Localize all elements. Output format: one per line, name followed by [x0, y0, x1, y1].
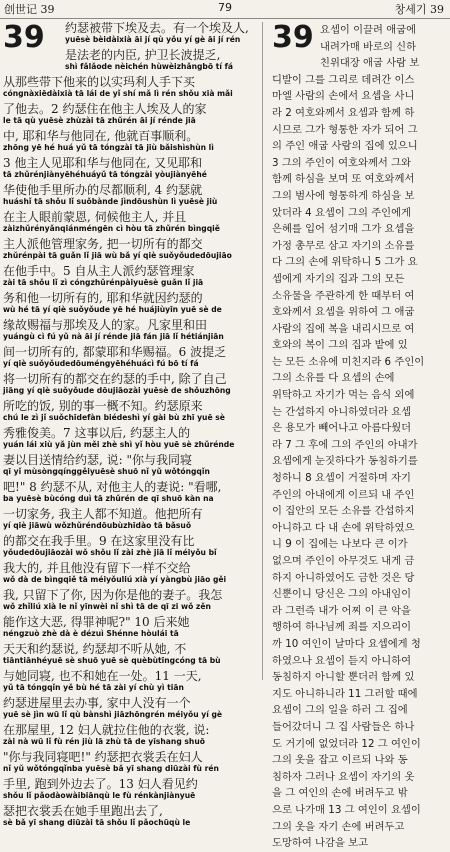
chinese-text: 在他手中。5 自从主人派约瑟管理家 — [3, 264, 195, 278]
verse-line: 하였으나 요셉이 듣지 아니하여 — [272, 654, 412, 667]
verse-line: 소유물을 주관하게 한 때부터 여 — [272, 289, 415, 302]
chinese-text: 间一切所有的, 都蒙耶和华赐福。6 波提乏 — [3, 345, 227, 359]
pinyin-text: nǐ yǔ wǒtóngqǐnba yuēsè bǎ yī shang diūzài fù rén — [3, 764, 219, 773]
chinese-text: 了他去。2 约瑟住在他主人埃及人的家 — [3, 102, 207, 116]
pinyin-text: wǒ dà de bìngqiě tā méiyǒuliú xià yí yàngbù jiāo gěi — [3, 575, 227, 584]
verse-line: 그의 옷을 잡고 이르되 나와 동 — [272, 754, 408, 767]
verse-line: 라 그런즉 내가 어찌 이 큰 악을 — [272, 604, 411, 617]
verse-line — [3, 697, 258, 724]
verse-line — [3, 562, 258, 589]
chinese-text: 在主人眼前蒙恩, 伺候他主人, 并且 — [3, 210, 187, 224]
verse-line: 요셉이 그의 일을 하러 그 집에 — [272, 704, 408, 717]
chinese-text: 手里, 跑到外边去了。13 妇人看见约 — [3, 777, 198, 791]
verse-line: 침하자 그러나 요셉이 자기의 옷 — [272, 770, 415, 783]
verse-line: 호와께서 요셉을 위하여 그 애굽 — [272, 306, 415, 319]
pinyin-text: wù hé tā yí qiè suǒyǒude yē hé huájiùyīn yuē sè de — [3, 305, 222, 314]
chinese-text: 华使他手里所办的尽都顺利, 4 约瑟就 — [3, 183, 203, 197]
pinyin-text: ba yuēsè bùcóng duì tā zhǔrén de qī shuō kàn na — [3, 494, 214, 503]
chinese-text: 我, 只留下了你, 因为你是他的妻子。我怎 — [3, 588, 223, 602]
chinese-text: 瑟把衣裳丢在她手里跑出去了, — [3, 804, 163, 818]
page-number: 79 — [218, 1, 232, 14]
verse-line: 니 9 이 집에는 나보다 큰 이가 — [272, 538, 408, 551]
verse-line: 은 용모가 빼어나고 아름다웠더 — [272, 422, 412, 435]
verse-line: 없으며 주인이 아무것도 내게 금 — [272, 555, 415, 567]
verse-line — [3, 670, 258, 697]
verse-line — [3, 751, 258, 778]
verse-line: 주인의 아내에게 이르되 내 주인 — [272, 488, 415, 501]
pinyin-text: zài nà wū lǐ fù rén jiù lā zhù tā de yīshang shuō — [3, 737, 205, 746]
chinese-text: 的都交在我手里。9 在这家里没有比 — [3, 534, 195, 548]
pinyin-text: yǒudedōujiāozài wǒ shǒu lǐ zài zhè jiā lǐ méiyǒu bǐ — [3, 548, 217, 557]
chinese-text: 是法老的内臣, 护卫长波提乏, — [65, 48, 221, 62]
pinyin-text: yuē sè jìn wū lǐ qù bànshì jiāzhōngrén méiyǒu yí gè — [3, 710, 223, 719]
verse-line: 을 그 여인의 손에 버려두고 밖 — [272, 787, 408, 800]
chinese-text: 在那屋里, 12 妇人就拉住他的衣裳, 说: — [3, 723, 210, 737]
verse-line — [3, 211, 258, 238]
verse-line: 시므로 그가 형통한 자가 되어 그 — [272, 123, 418, 136]
chinese-text: 秀雅俊美。7 这事以后, 约瑟主人的 — [3, 426, 191, 440]
pinyin-text: yuēsè bèidàixià āi jí qù yǒu yí gè āi jí rén — [65, 35, 241, 44]
chinese-text: 将一切所有的都交在约瑟的手中, 除了自己 — [3, 372, 227, 386]
verse-line: 친위대장 애굽 사람 보 — [320, 57, 420, 70]
header-book-chinese: 创世记 39 — [4, 3, 55, 16]
verse-line — [3, 49, 258, 76]
pinyin-text: yí qiè suǒyǒudedōuméngyēhéhuácì fú bō tí fá — [3, 359, 199, 368]
chinese-text: 我大的, 并且他没有留下一样不交给 — [3, 561, 191, 575]
pinyin-text: zàizhǔrényǎnqiánméngēn cì hòu tā zhǔrén bìngqiě — [3, 224, 220, 233]
verse-line — [3, 184, 258, 211]
verse-line — [3, 535, 258, 562]
verse-line — [3, 319, 258, 346]
verse-line: 동침하지 아니할 뿐더러 함께 있 — [272, 671, 415, 684]
verse-line — [3, 400, 258, 427]
verse-line — [3, 22, 258, 49]
pinyin-text: sè bǎ yī shang diūzài tā shǒu lǐ pǎochūqù le — [3, 818, 191, 827]
verse-line — [3, 778, 258, 805]
chinese-text: 务和他一切所有的, 耶和华就因约瑟的 — [3, 291, 203, 305]
pinyin-text: shǒu lǐ pǎodàowàibiānqù le fù rénkànjiànyuē — [3, 791, 196, 800]
verse-line — [3, 76, 258, 103]
pinyin-text: le tā qù yuēsè zhùzài tā zhǔrén āi jí rénde jiā — [3, 116, 196, 125]
header-book-korean: 창세기 39 — [394, 3, 444, 16]
verse-line — [3, 589, 258, 616]
verse-line: 마엘 사람의 손에서 요셉을 사니 — [272, 90, 415, 103]
verse-line: 디발이 그를 그리로 데려간 이스 — [272, 73, 415, 86]
pinyin-text: néngzuò zhè dà è dézuì Shénne hòulái tā — [3, 629, 179, 638]
pinyin-text: zhǔrénpài tā guǎn lǐ jiā wù bǎ yí qiè suǒyǒudedōujiāo — [3, 251, 232, 260]
verse-line — [3, 427, 258, 454]
verse-line: 셉에게 자기의 집과 그의 모든 — [272, 272, 405, 285]
chinese-text-block — [3, 22, 258, 832]
chinese-text: 能作这大恶, 得罪神呢?" 10 后来她 — [3, 615, 190, 629]
verse-line: 아니하고 다 내 손에 위탁하였으 — [272, 521, 415, 534]
verse-line — [3, 265, 258, 292]
verse-line: 그의 옷을 자기 손에 버려두고 — [272, 820, 405, 833]
chinese-text: 一切家务, 我主人都不知道。他把所有 — [3, 507, 203, 521]
pinyin-text: shì fǎlǎode nèichén hùwèizhǎngbō tí fá — [65, 62, 234, 71]
pinyin-text: yǔ tā tóngqǐn yě bù hé tā zài yí chù yì tiān — [3, 683, 184, 692]
verse-line: 았더라 4 요셉이 그의 주인에게 — [272, 206, 412, 219]
verse-line: 의 주인 애굽 사람의 집에 있으니 — [272, 140, 418, 153]
verse-line: 청하니 8 요셉이 거절하며 자기 — [272, 472, 412, 485]
verse-line: 지도 아니하니라 11 그러할 때에 — [272, 687, 418, 700]
verse-line: 그의 범사에 형통하게 하심을 보 — [272, 189, 415, 202]
pinyin-text: jiāng yí qiè suǒyǒude dōujiāozài yuēsè de shǒuzhōng — [3, 386, 231, 395]
verse-line: 는 모든 소유에 미친지라 6 주인이 — [272, 355, 425, 368]
verse-line — [3, 103, 258, 130]
chinese-column — [3, 20, 258, 827]
verse-line — [3, 508, 258, 535]
pinyin-text: wǒ zhǐliú xià le nǐ yīnwèi nǐ shì tā de qī zi wǒ zěn — [3, 602, 211, 611]
verse-line: 3 그의 주인이 여호와께서 그와 — [272, 156, 412, 169]
verse-line — [3, 643, 258, 670]
verse-line: 은혜를 입어 섬기매 그가 요셉을 — [272, 223, 415, 236]
verse-line: 그의 소유를 다 요셉의 손에 — [272, 372, 395, 385]
chinese-text: 中, 耶和华与他同在, 他就百事顺利。 — [3, 129, 199, 143]
pinyin-text: yuángù cì fú yǔ nà āi jí rénde jiā fán jiā lǐ hétiánjiān — [3, 332, 224, 341]
verse-line: 이 집안의 모든 소유를 간섭하지 — [272, 505, 415, 518]
chapter-number-chinese: 39 — [3, 20, 45, 55]
verse-line — [3, 616, 258, 643]
verse-line: 도 거기에 없었더라 12 그 여인이 — [272, 737, 421, 750]
korean-column — [272, 20, 446, 850]
pinyin-text: yí qiè jiāwù wǒzhǔréndōubùzhīdào tā bǎsuǒ — [3, 521, 192, 530]
verse-line — [3, 724, 258, 751]
verse-line: 행하여 하나님께 죄를 지으리이 — [272, 621, 412, 634]
verse-line: 호와의 복이 그의 집과 밭에 있 — [272, 339, 408, 352]
chinese-text: 妻以目送情给约瑟, 说: "你与我同寝 — [3, 453, 193, 467]
chinese-text: 缘故赐福与那埃及人的家。凡家里和田 — [3, 318, 208, 332]
verse-line — [3, 157, 258, 184]
verse-line: 내려가매 바로의 신하 — [320, 40, 417, 53]
pinyin-text: qī yǐ mùsòngqínggěiyuēsè shuō nǐ yǔ wǒtóngqǐn — [3, 467, 210, 476]
verse-line: 함께 하심을 보며 또 여호와께서 — [272, 173, 415, 186]
verse-line: 라 2 여호와께서 요셉과 함께 하 — [272, 106, 415, 119]
pinyin-text: huáshǐ tā shǒu lǐ suǒbànde jìndōushùn lì yuēsè jiù — [3, 197, 218, 206]
chinese-text: 从那些带下他来的以实玛利人手下买 — [3, 75, 196, 89]
chinese-text: 与她同寝, 也不和她在一处。11 一天, — [3, 669, 202, 683]
chinese-text: 天天和约瑟说, 约瑟却不听从她, 不 — [3, 642, 187, 656]
verse-line — [3, 454, 258, 481]
verse-line — [3, 373, 258, 400]
verse-line: 하지 아니하였어도 금한 것은 당 — [272, 571, 415, 584]
verse-line — [3, 481, 258, 508]
pinyin-text: zhōng yē hé huá yǔ tā tóngzài tā jiù bǎishìshùn lì — [3, 143, 214, 152]
verse-line: 요셉이 이끌려 애굽에 — [320, 24, 417, 36]
verse-line — [3, 238, 258, 265]
verse-line: 요셉에게 눈짓하다가 동침하기를 — [272, 455, 418, 468]
verse-line — [3, 130, 258, 157]
page-header — [0, 0, 450, 19]
verse-line: 도망하여 나감을 보고 — [272, 837, 369, 850]
verse-line: 위탁하고 자기가 먹는 음식 외에 — [272, 389, 415, 402]
chinese-text: "你与我同寝吧!" 约瑟把衣裳丢在妇人 — [3, 750, 203, 764]
verse-line — [3, 346, 258, 373]
verse-line: 다 그의 손에 위탁하니 5 그가 요 — [272, 256, 418, 269]
verse-line: 들어갔더니 그 집 사람들은 하나 — [272, 720, 415, 733]
pinyin-text: yuán lái xiù yǎ jùn měi zhè shì yǐ hòu yuē sè zhǔrénde — [3, 440, 235, 449]
pinyin-text: zài tā shǒu lǐ zì cóngzhǔrénpàiyuēsè guǎn lǐ jiā — [3, 278, 204, 287]
chinese-text: 所吃的饭, 别的事一概不知。约瑟原来 — [3, 399, 203, 413]
verse-line: 까 10 여인이 날마다 요셉에게 청 — [272, 637, 421, 650]
verse-line: 라 7 그 후에 그의 주인의 아내가 — [272, 438, 418, 451]
pinyin-text: chú le zì jǐ suǒchīdefàn biédeshì yí gài bù zhī yuē sè — [3, 413, 225, 422]
chinese-text: 3 他主人见耶和华与他同在, 又见耶和 — [3, 156, 203, 170]
pinyin-text: tā zhǔrénjiànyēhéhuáyǔ tā tóngzài yòujiànyēhé — [3, 170, 207, 179]
chinese-text: 约瑟被带下埃及去。有一个埃及人, — [65, 21, 249, 35]
korean-text-block — [272, 22, 446, 852]
chinese-text: 约瑟进屋里去办事, 家中人没有一个 — [3, 696, 191, 710]
verse-line: 가정 총무로 삼고 자기의 소유를 — [272, 239, 415, 252]
verse-line — [3, 805, 258, 832]
verse-line: 신뿐이니 당신은 그의 아내임이 — [272, 588, 412, 601]
chapter-number-korean: 39 — [272, 20, 314, 55]
pinyin-text: cóngnàxiēdàixià tā lái de yǐ shí mǎ lì rén shǒu xià mǎi — [3, 89, 233, 98]
verse-line: 으로 나가매 13 그 여인이 요셉이 — [272, 803, 421, 816]
chinese-text: 主人派他管理家务, 把一切所有的都交 — [3, 237, 203, 251]
verse-line — [3, 292, 258, 319]
pinyin-text: tiāntiānhéyuē sè shuō yuē sè quèbùtīngcóng tā bù — [3, 656, 221, 665]
chinese-text: 吧!" 8 约瑟不从, 对他主人的妻说: "看哪, — [3, 480, 222, 494]
column-divider — [262, 22, 263, 680]
verse-line: 는 간섭하지 아니하였더라 요셉 — [272, 405, 412, 418]
verse-line: 사람의 집에 복을 내리시므로 여 — [272, 322, 415, 335]
